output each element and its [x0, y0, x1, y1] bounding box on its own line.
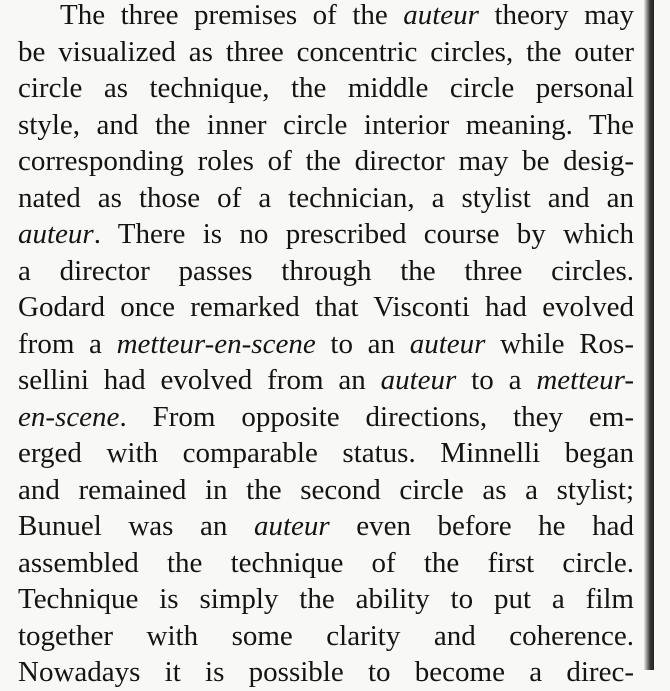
text-segment: . There is no prescribed course by which: [93, 218, 634, 250]
text-segment: even before he had: [329, 510, 634, 542]
text-segment: a director passes through the three circles.: [18, 254, 634, 287]
text-segment: sellini had evolved from an: [18, 364, 381, 396]
text-segment: from a: [18, 327, 117, 360]
italic-term: en-scene: [18, 400, 120, 433]
text-segment: Bunuel was an: [18, 510, 254, 542]
text-segment: erged with comparable status. Minnelli began: [18, 437, 634, 469]
text-line: [18, 618, 634, 655]
text-line: [18, 34, 634, 71]
text-line: [18, 435, 634, 472]
text-segment: The three premises of the: [60, 0, 404, 31]
text-segment: and remained in the second circle as a stylist;: [18, 473, 634, 506]
text-segment: while Ros-: [485, 327, 634, 360]
text-line: [18, 143, 634, 180]
text-line: [18, 362, 634, 399]
text-line: [18, 107, 634, 144]
italic-term: auteur: [403, 0, 479, 31]
text-segment: theory may: [478, 0, 634, 31]
text-segment: style, and the inner circle interior meaning. The: [18, 108, 634, 141]
italic-term: metteur-: [536, 364, 634, 396]
text-line: [18, 654, 634, 691]
page-edge-shadow: [644, 0, 654, 670]
text-line: [18, 180, 634, 217]
text-line: [18, 508, 634, 545]
text-line: [18, 472, 634, 509]
italic-term: auteur: [18, 218, 94, 250]
italic-term: auteur: [253, 510, 330, 542]
text-line: [18, 399, 634, 436]
italic-term: metteur-en-scene: [116, 327, 316, 360]
text-segment: Godard once remarked that Visconti had evolved: [18, 291, 634, 323]
italic-term: auteur: [380, 364, 457, 396]
text-segment: assembled the technique of the first circle.: [18, 546, 634, 579]
italic-term: auteur: [409, 327, 486, 360]
paragraph: [18, 0, 670, 691]
text-segment: . From opposite directions, they em-: [119, 400, 634, 433]
text-segment: together with some clarity and coherence.: [18, 619, 634, 652]
text-segment: to a: [456, 364, 537, 396]
text-line: [18, 326, 634, 363]
text-segment: be visualized as three concentric circles, the outer: [18, 35, 634, 68]
text-line: [18, 253, 634, 290]
text-segment: nated as those of a technician, a stylist and an: [18, 181, 634, 214]
text-segment: Technique is simply the ability to put a film: [18, 583, 634, 615]
text-segment: corresponding roles of the director may be desig-: [18, 145, 634, 177]
text-line: [18, 0, 634, 34]
text-line: [18, 289, 634, 326]
text-line: [18, 70, 634, 107]
text-line: [18, 545, 634, 582]
text-segment: to an: [315, 327, 410, 360]
text-segment: Nowadays it is possible to become a direc-: [18, 656, 634, 688]
text-line: [18, 581, 634, 618]
text-line: [18, 216, 634, 253]
text-segment: circle as technique, the middle circle personal: [18, 72, 634, 104]
